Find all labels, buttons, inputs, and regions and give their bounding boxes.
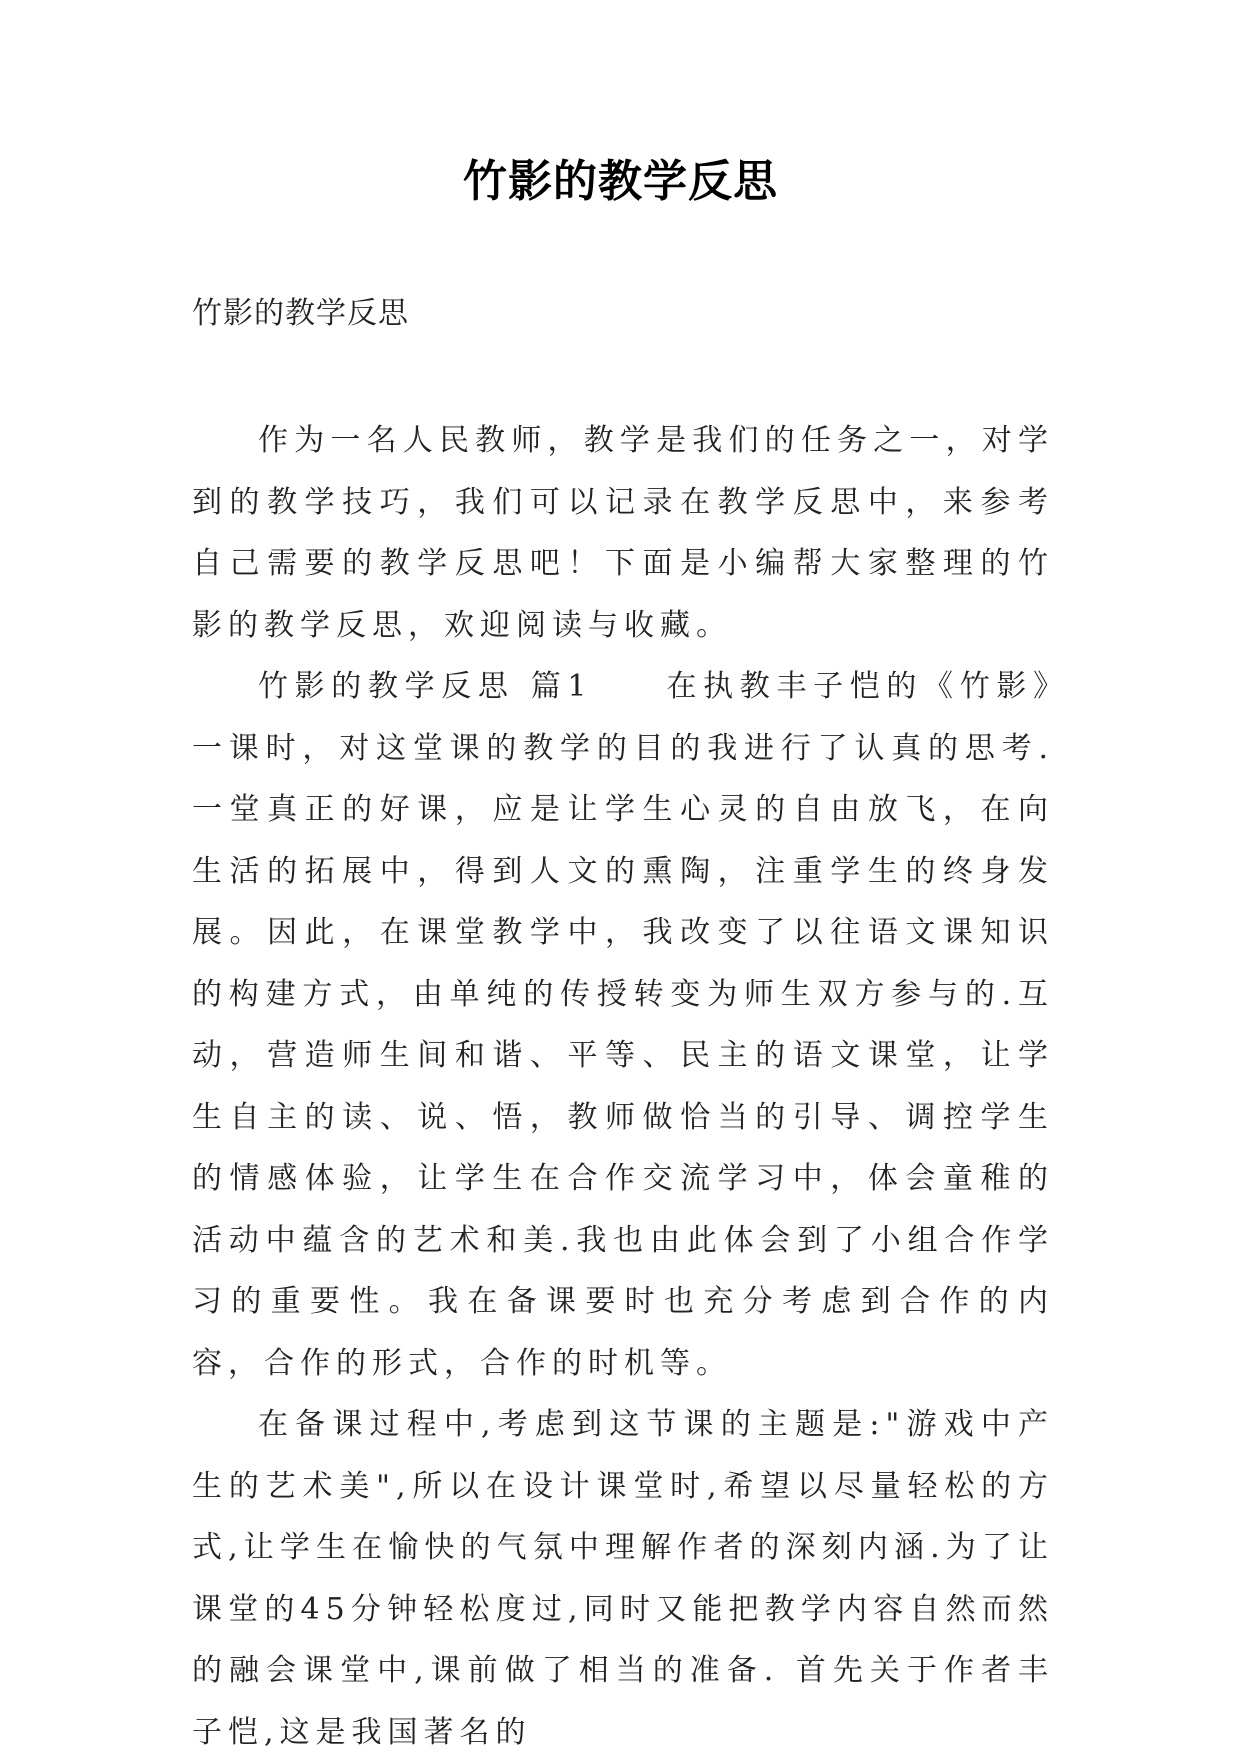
paragraph-intro: 作为一名人民教师，教学是我们的任务之一，对学到的教学技巧，我们可以记录在教学反思中，来参考自己需要的教学反思吧！下面是小编帮大家整理的竹影的教学反思，欢迎阅读与收藏。 <box>192 423 1054 643</box>
document-body <box>192 410 1054 1754</box>
paragraph-preparation: 在备课过程中,考虑到这节课的主题是:"游戏中产生的艺术美",所以在设计课堂时,希望以尽量轻松的方式,让学生在愉快的气氛中理解作者的深刻内涵.为了让课堂的45分钟轻松度过,同时又能把教学内容自然而然的融会课堂中,课前做了相当的准备. 首先关于作者丰子恺,这是我国著名的 <box>192 1407 1054 1750</box>
paragraph-section-1: 竹影的教学反思 篇1 在执教丰子恺的《竹影》一课时，对这堂课的教学的目的我进行了认真的思考.一堂真正的好课，应是让学生心灵的自由放飞，在向生活的拓展中，得到人文的熏陶，注重学生的终身发展。因此，在课堂教学中，我改变了以往语文课知识的构建方式，由单纯的传授转变为师生双方参与的.互动，营造师生间和谐、平等、民主的语文课堂，让学生自主的读、说、悟，教师做恰当的引导、调控学生的情感体验，让学生在合作交流学习中，体会童稚的活动中蕴含的艺术和美.我也由此体会到了小组合作学习的重要性。我在备课要时也充分考虑到合作的内容，合作的形式，合作的时机等。 <box>192 669 1054 1381</box>
document-title: 竹影的教学反思 <box>463 156 778 207</box>
document-subtitle: 竹影的教学反思 <box>192 296 409 331</box>
